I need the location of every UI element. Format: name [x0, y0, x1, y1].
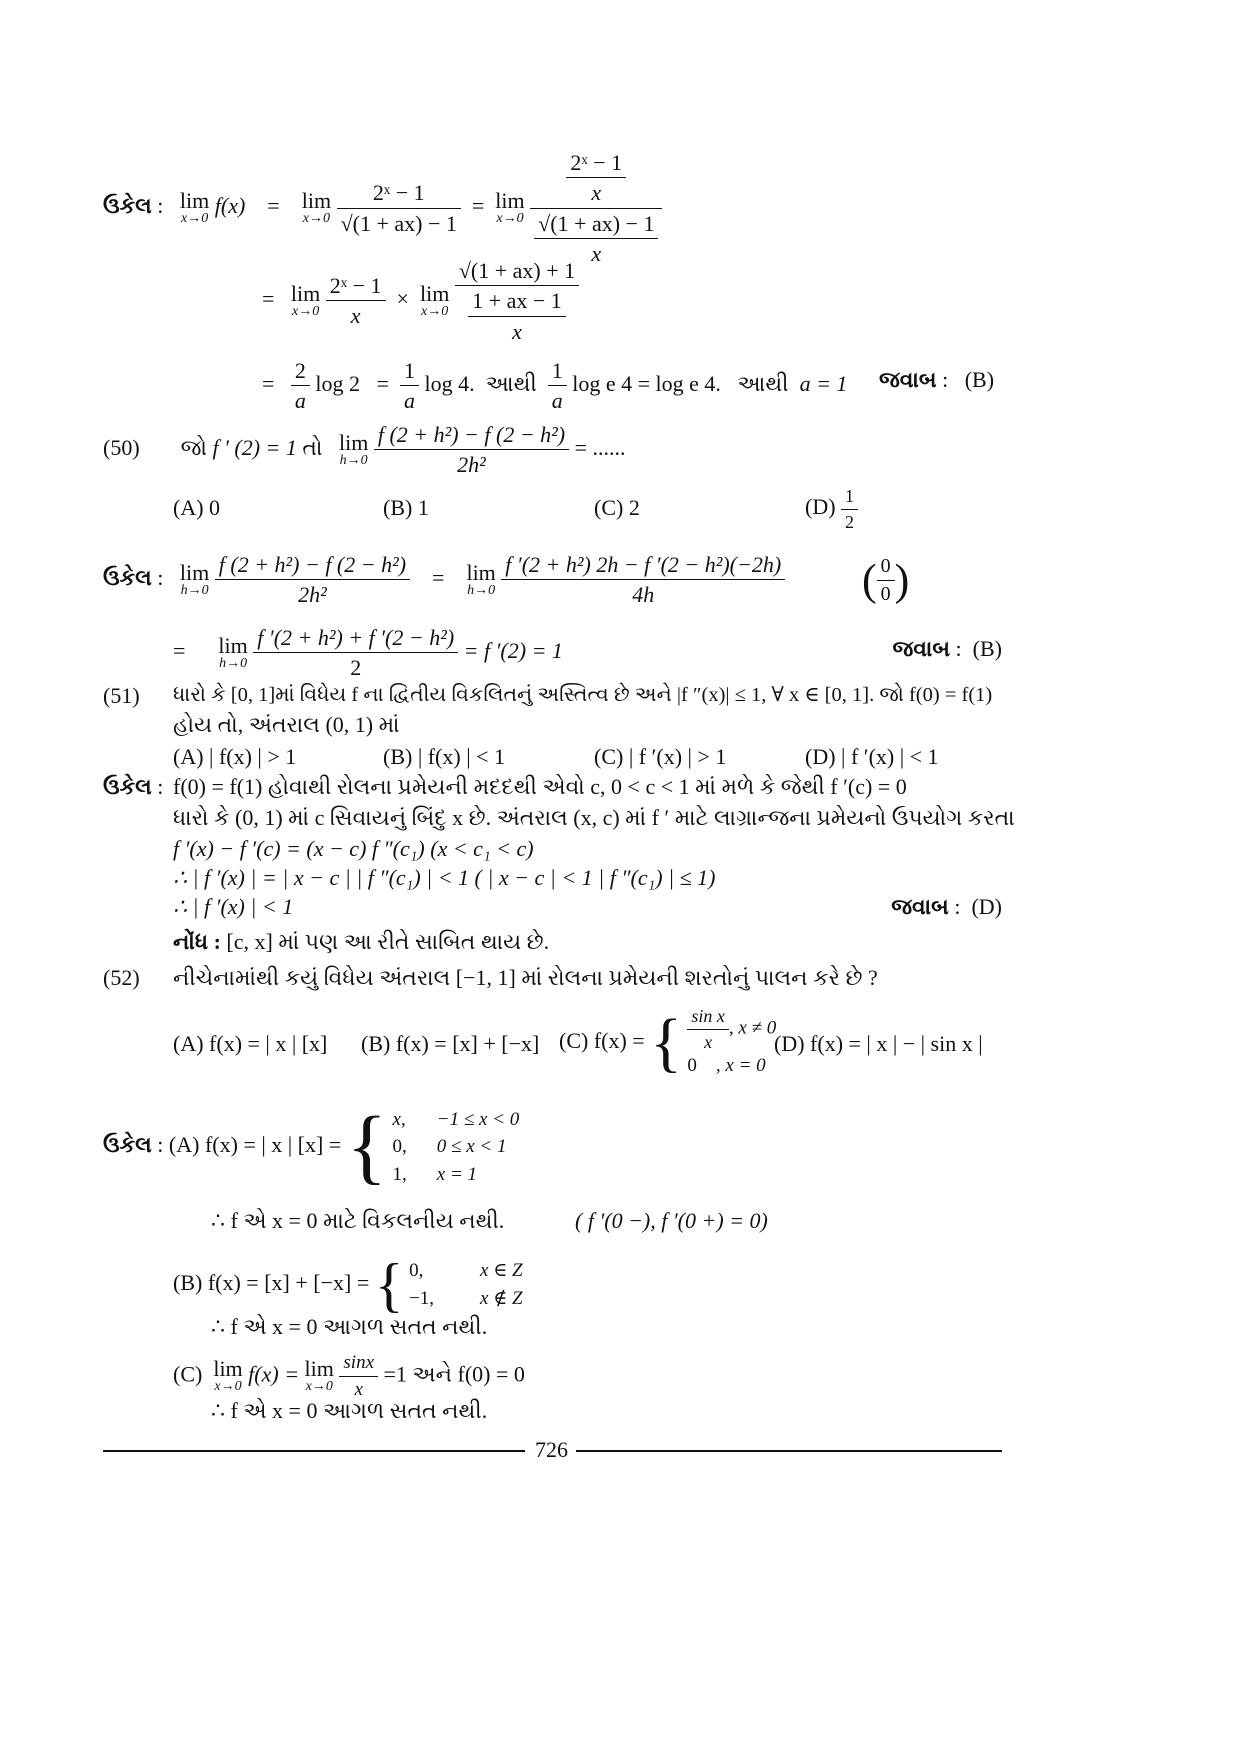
- fraction: $\frac{\text{f (2 + h²) − f (2 − h²)}}{\text{2h²}}$: [374, 422, 569, 478]
- limit: lim x→0: [213, 1356, 243, 1395]
- sol49-line3: = $\frac{2}{a}$ log 2 = $\frac{1}{a}$ log 4. આથી $\frac{1}{a}$ log e 4 = log e 4. આથી a = 1 જવાબ : (B): [262, 358, 995, 414]
- sol49-line1: [103, 150, 662, 266]
- q51-line1: ધારો કે [0, 1]માં વિધેય f ના દ્વિતીય વિકલિતનું અસ્તિત્વ છે અને |f ″(x)| ≤ 1, ∀ x ∈ [0, 1]. જો f(0) = f(1): [173, 684, 993, 706]
- fraction: $\frac{\text{2ˣ − 1}}{x}$: [326, 273, 386, 329]
- q52-number: (52): [103, 965, 140, 990]
- limit: lim x→0: [301, 188, 332, 227]
- q51-option-b: (B) | f(x) | < 1: [383, 744, 506, 769]
- sol52-a-reason: ( f ′(0 −), f ′(0 +) = 0): [575, 1208, 768, 1233]
- sol51-line5: ∴ | f ′(x) | < 1: [173, 894, 294, 919]
- sol51-line1: f(0) = f(1) હોવાથી રોલના પ્રમેયની મદદથી એવો c, 0 < c < 1 માં મળે કે જેથી f ′(c) = 0: [173, 774, 907, 799]
- aathi: આથી: [485, 370, 537, 396]
- limit: lim h→0: [218, 632, 248, 671]
- limit: lim h→0: [339, 429, 369, 468]
- limit: lim x→0: [290, 280, 321, 319]
- sol52-a: ઉકેલ : (A) f(x) = | x | [x] = { x, −1 ≤ x < 0 0, 0 ≤ x < 1 1, x = 1: [103, 1100, 520, 1193]
- log-4: log 4.: [424, 370, 475, 396]
- sol50-line2: = lim h→0 $\frac{\text{f ′(2 + h²) + f ′(2 − h²)}}{2}$ = f ′(2) = 1 જવાબ : (B): [173, 625, 1002, 681]
- q50-option-b: (B) 1: [383, 495, 429, 520]
- ukel-label: ઉકેલ: [103, 193, 152, 219]
- condition: f ′ (2) = 1: [212, 434, 297, 460]
- footer-rule-left: [103, 1450, 525, 1452]
- limit: lim x→0: [419, 280, 450, 319]
- q52-option-b: (B) f(x) = [x] + [−x]: [361, 1031, 540, 1056]
- q52-option-a: (A) f(x) = | x | [x]: [173, 1031, 328, 1056]
- sol51-note: નોંધ : [c, x] માં પણ આ રીતે સાબિત થાય છે.: [173, 929, 550, 954]
- q50-option-a: (A) 0: [173, 495, 221, 520]
- compound-fraction: $\frac{√(1 + ax) + 1}{\frac{1 + ax - 1}{x}}$: [455, 258, 579, 344]
- equals: =: [471, 193, 485, 219]
- sol50-line1: ઉકેલ : lim h→0 $\frac{\text{f (2 + h²) − f (2 − h²)}}{\text{2h²}}$ = lim h→0 $\frac{\text{f ′(2 + h²) 2h − f ′(2 − h²)(−2h)}}{4h}$: [103, 552, 785, 608]
- compound-fraction: $\frac{\frac{\text{2ˣ − 1}}{x}}{\frac{√(1 + ax) - 1}{x}}$: [530, 150, 662, 266]
- fraction: $\frac{2}{a}$: [291, 358, 310, 414]
- answer-49: જવાબ : (B): [879, 367, 995, 392]
- equals: =: [267, 193, 280, 219]
- sol51-label: ઉકેલ :: [103, 774, 164, 799]
- sol52-c: (C) lim x→0 f(x) = lim x→0 $\frac{\sin x}{x}$ =1 અને f(0) = 0: [173, 1352, 525, 1400]
- loge-equation: log e 4 = log e 4.: [572, 370, 721, 396]
- sol52-c-conclusion: ∴ f એ x = 0 આગળ સતત નથી.: [211, 1398, 488, 1423]
- question-number: (50): [103, 434, 140, 460]
- indeterminate-form: ( $\frac{0}{0}$ ): [862, 555, 910, 605]
- q50-line: [103, 422, 626, 478]
- q51-option-d: (D) | f ′(x) | < 1: [805, 744, 939, 769]
- q51-option-a: (A) | f(x) | > 1: [173, 744, 297, 769]
- q50-option-c: (C) 2: [594, 495, 640, 520]
- q50-option-d: (D) $\frac{1}{2}$: [805, 486, 858, 532]
- q52-option-c: (C) f(x) = { $\frac{\text{sin x}}{x}$ , x ≠ 0 0 , x = 0: [559, 1005, 777, 1079]
- sol52-b: (B) f(x) = [x] + [−x] = { 0, x ∈ Z −1, x ∉ Z: [173, 1252, 523, 1318]
- sol51-line4: ∴ | f ′(x) | = | x − c | | f ″(c₁) | < 1 ( | x − c | < 1 | f ″(c₁) | ≤ 1): [173, 865, 716, 890]
- sol49-line2: [262, 258, 579, 344]
- tail: = ......: [574, 434, 626, 460]
- q51-option-c: (C) | f ′(x) | > 1: [594, 744, 727, 769]
- fraction: $\frac{\text{f (2 + h²) − f (2 − h²)}}{\text{2h²}}$: [215, 552, 410, 608]
- times: ×: [396, 286, 409, 311]
- limit: lim h→0: [179, 559, 210, 598]
- q51-line2: હોય તો, અંતરાલ (0, 1) માં: [173, 712, 400, 737]
- log-2: log 2: [315, 370, 361, 396]
- limit: lim x→0: [495, 188, 525, 227]
- colon: :: [157, 193, 164, 219]
- q52-option-d: (D) f(x) = | x | − | sin x |: [774, 1031, 983, 1056]
- to: તો: [302, 434, 323, 460]
- result: = f ′(2) = 1: [463, 637, 563, 663]
- limit: lim x→0: [304, 1356, 334, 1395]
- a-equals-1: a = 1: [799, 370, 848, 396]
- q51-number: (51): [103, 683, 140, 708]
- equals: =: [262, 370, 275, 396]
- sol52-b-conclusion: ∴ f એ x = 0 આગળ સતત નથી.: [211, 1314, 488, 1339]
- ukel-label: ઉકેલ: [103, 564, 152, 590]
- fraction: $\frac{1}{a}$: [400, 358, 419, 414]
- sol51-line3: f ′(x) − f ′(c) = (x − c) f ″(c₁) (x < c₁ < c): [173, 836, 534, 861]
- jo: જો: [180, 434, 207, 460]
- answer-51: જવાબ : (D): [891, 894, 1002, 919]
- sol51-line2: ધારો કે (0, 1) માં c સિવાયનું બિંદુ x છે. અંતરાલ (x, c) માં f ′ માટે લાગ્રાન્જના પ્રમેયનો ઉપયોગ કરતા: [173, 805, 1015, 830]
- limit: lim x→0: [179, 188, 210, 227]
- fraction: $\frac{\text{f ′(2 + h²) 2h − f ′(2 − h²)(−2h)}}{4h}$: [501, 552, 785, 608]
- fraction: $\frac{1}{a}$: [548, 358, 567, 414]
- footer-rule-right: [576, 1450, 1002, 1452]
- q52-question: નીચેનામાંથી કયું વિધેય અંતરાલ [−1, 1] માં રોલના પ્રમેયની શરતોનું પાલન કરે છે ?: [173, 965, 878, 990]
- equals: =: [262, 286, 275, 311]
- fraction: $\frac{\text{f ′(2 + h²) + f ′(2 − h²)}}{2}$: [253, 625, 458, 681]
- fx: f(x): [214, 193, 246, 219]
- limit: lim h→0: [466, 559, 496, 598]
- answer-50: જવાબ : (B): [892, 636, 1002, 661]
- fraction: $\frac{\text{2ˣ − 1}}{√(1 + ax) - 1}$: [337, 180, 461, 236]
- page-number: 726: [535, 1437, 568, 1462]
- sol52-a-conclusion: ∴ f એ x = 0 માટે વિકલનીય નથી.: [211, 1208, 505, 1233]
